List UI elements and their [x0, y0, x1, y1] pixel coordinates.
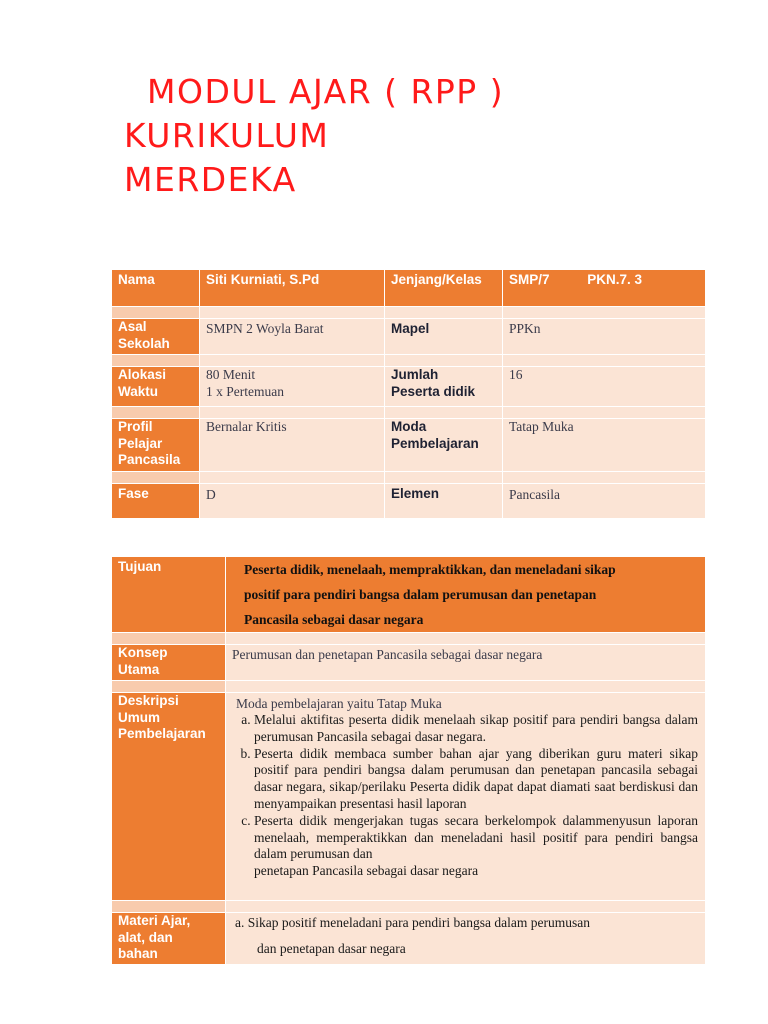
jenjang-label: Jenjang/Kelas	[385, 270, 503, 307]
nama-label: Nama	[112, 270, 200, 307]
moda-label: Moda Pembelajaran	[385, 419, 503, 472]
row-konsep	[112, 645, 706, 681]
deskripsi-item-c: c. Peserta didik mengerjakan tugas secara berkelompok dalammenyusun laporan menelaah, memperaktikkan dan meneladani hasil positif para pendiri bangsa dalam perumusan dan penetapan Pancasila sebagai dasar negara	[254, 813, 698, 880]
title-line-1: MODUL AJAR ( RPP )	[147, 72, 505, 111]
row-nama	[112, 270, 706, 307]
asal-label: Asal Sekolah	[112, 319, 200, 355]
row-tujuan	[112, 557, 706, 633]
profil-value: Bernalar Kritis	[200, 419, 385, 472]
materi-line-1: a. Sikap positif meneladani para pendiri bangsa dalam perumusan	[235, 915, 591, 930]
row-materi	[112, 913, 706, 965]
tujuan-value: Peserta didik, menelaah, mempraktikkan, dan meneladani sikap positif para pendiri bangsa dalam perumusan dan penetapan Pancasila sebagai dasar negara	[226, 557, 706, 633]
moda-value: Tatap Muka	[503, 419, 706, 472]
alokasi-value: 80 Menit 1 x Pertemuan	[200, 367, 385, 407]
elemen-value: Pancasila	[503, 484, 706, 519]
title-line-3: MERDEKA	[124, 160, 297, 199]
materi-cell	[226, 913, 706, 965]
kode-value: PKN.7. 3	[587, 272, 643, 287]
row-fase	[112, 484, 706, 519]
jenjang-value: SMP/7	[509, 272, 550, 287]
elemen-label: Elemen	[385, 484, 503, 519]
row-asal	[112, 319, 706, 355]
jumlah-value: 16	[503, 367, 706, 407]
mapel-label: Mapel	[385, 319, 503, 355]
tujuan-label	[112, 557, 226, 633]
tujuan-label-text: Tujuan	[118, 559, 162, 574]
deskripsi-list	[234, 712, 698, 880]
identity-table	[111, 269, 706, 519]
fase-value: D	[200, 484, 385, 519]
alokasi-label: Alokasi Waktu	[112, 367, 200, 407]
row-deskripsi	[112, 693, 706, 901]
deskripsi-label: Deskripsi Umum Pembelajaran	[112, 693, 226, 901]
row-alokasi	[112, 367, 706, 407]
fase-label: Fase	[112, 484, 200, 519]
materi-label: Materi Ajar, alat, dan bahan	[112, 913, 226, 965]
deskripsi-cell	[226, 693, 706, 901]
title-line-2: KURIKULUM	[124, 116, 330, 155]
konsep-label: Konsep Utama	[112, 645, 226, 681]
profil-label: Profil Pelajar Pancasila	[112, 419, 200, 472]
row-profil	[112, 419, 706, 472]
jenjang-cell	[503, 270, 706, 307]
detail-table	[111, 556, 706, 965]
konsep-value: Perumusan dan penetapan Pancasila sebagai dasar negara	[226, 645, 706, 681]
jumlah-label: Jumlah Peserta didik	[385, 367, 503, 407]
materi-line-2: dan penetapan dasar negara	[257, 941, 406, 956]
deskripsi-item-a: a. Melalui aktifitas peserta didik menelaah sikap positif para pendiri bangsa dalam perumusan Pancasila sebagai dasar negara.	[254, 712, 698, 746]
deskripsi-item-b: b. Peserta didik membaca sumber bahan ajar yang diberikan guru materi sikap positif para pendiri bangsa dalam perumusan dan penetapan pancasila sebagai dasar negara, sikap/perilaku Peserta didik dapat dapat diamati saat berdiskusi dan menyampaikan presentasi hasil laporan	[254, 746, 698, 813]
asal-value: SMPN 2 Woyla Barat	[200, 319, 385, 355]
nama-value: Siti Kurniati, S.Pd	[200, 270, 385, 307]
deskripsi-intro: Moda pembelajaran yaitu Tatap Muka	[236, 696, 442, 711]
mapel-value: PPKn	[503, 319, 706, 355]
